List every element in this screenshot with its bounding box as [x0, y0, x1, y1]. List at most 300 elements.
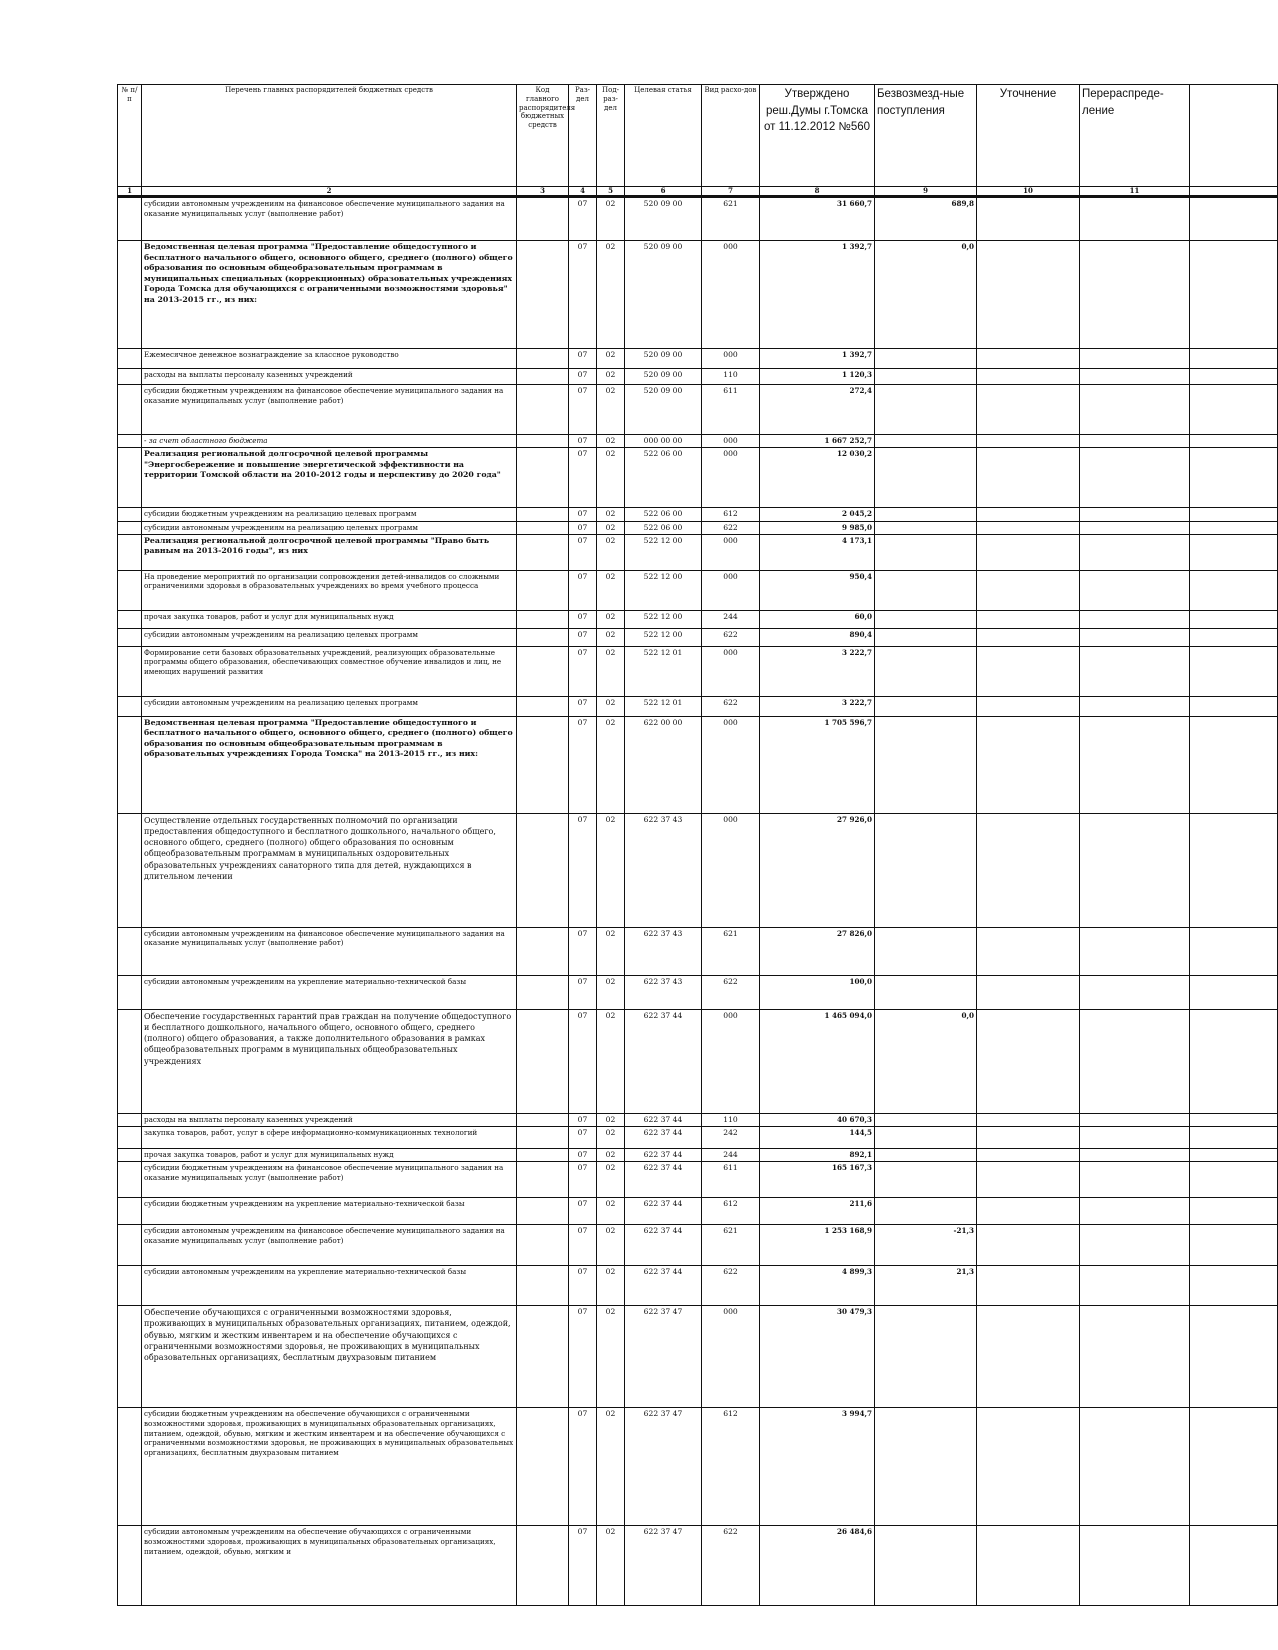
- row-extra-cell: [1190, 1162, 1278, 1198]
- column-number: 1: [118, 187, 142, 197]
- row-podrazdel-cell: 02: [597, 1266, 625, 1306]
- row-approved-cell: 60,0: [760, 610, 875, 628]
- row-vid-cell: 000: [702, 534, 760, 570]
- row-approved-cell: 3 994,7: [760, 1408, 875, 1526]
- row-podrazdel-cell: 02: [597, 1408, 625, 1526]
- row-razdel-cell: 07: [569, 1526, 597, 1606]
- row-podrazdel-cell: 02: [597, 927, 625, 975]
- row-number-cell: [118, 349, 142, 369]
- row-redistribution-cell: [1080, 927, 1190, 975]
- row-grants-cell: [875, 1162, 977, 1198]
- row-approved-cell: 9 985,0: [760, 521, 875, 534]
- row-vid-cell: 000: [702, 241, 760, 349]
- row-grants-cell: [875, 1526, 977, 1606]
- column-number: 9: [875, 187, 977, 197]
- row-clarification-cell: [977, 508, 1080, 521]
- row-name-cell: прочая закупка товаров, работ и услуг для муниципальных нужд: [142, 1149, 517, 1162]
- row-code-cell: [517, 369, 569, 385]
- row-razdel-cell: 07: [569, 349, 597, 369]
- table-row: [118, 975, 1278, 1009]
- row-vid-cell: 611: [702, 1162, 760, 1198]
- row-approved-cell: 950,4: [760, 570, 875, 610]
- row-number-cell: [118, 448, 142, 508]
- row-statya-cell: 520 09 00: [625, 369, 702, 385]
- budget-table: [117, 84, 1278, 1606]
- row-name-cell: субсидии автономным учреждениям на обеспечение обучающихся с ограниченными возможностями здоровья, проживающих в муниципальных образовательных организациях, питанием, одеждой, обувью, мягким и: [142, 1526, 517, 1606]
- row-redistribution-cell: [1080, 975, 1190, 1009]
- row-razdel-cell: 07: [569, 646, 597, 696]
- row-vid-cell: 000: [702, 349, 760, 369]
- row-name-cell: субсидии бюджетным учреждениям на обеспечение обучающихся с ограниченными возможностями здоровья, проживающих в муниципальных образовательных организациях, питанием, одеждой, обувью, мягким и жестким инвентарем и на обеспечение обучающихся с ограниченными возможностями здоровья, не проживающих в муниципальных образовательных организациях, бесплатным двухразовым питанием: [142, 1408, 517, 1526]
- row-extra-cell: [1190, 435, 1278, 448]
- row-vid-cell: 612: [702, 1408, 760, 1526]
- row-statya-cell: 622 37 44: [625, 1009, 702, 1113]
- row-clarification-cell: [977, 813, 1080, 927]
- table-row: [118, 646, 1278, 696]
- row-redistribution-cell: [1080, 1127, 1190, 1149]
- row-podrazdel-cell: 02: [597, 435, 625, 448]
- row-redistribution-cell: [1080, 534, 1190, 570]
- row-number-cell: [118, 1526, 142, 1606]
- row-statya-cell: 622 37 44: [625, 1198, 702, 1225]
- row-approved-cell: 26 484,6: [760, 1526, 875, 1606]
- row-number-cell: [118, 197, 142, 241]
- table-row: [118, 369, 1278, 385]
- row-extra-cell: [1190, 349, 1278, 369]
- row-extra-cell: [1190, 369, 1278, 385]
- row-podrazdel-cell: 02: [597, 1306, 625, 1408]
- header-num: № п/п: [118, 85, 142, 187]
- row-redistribution-cell: [1080, 1306, 1190, 1408]
- row-vid-cell: 000: [702, 448, 760, 508]
- row-razdel-cell: 07: [569, 1113, 597, 1126]
- row-grants-cell: [875, 570, 977, 610]
- row-name-cell: субсидии бюджетным учреждениям на укрепление материально-технической базы: [142, 1198, 517, 1225]
- row-podrazdel-cell: 02: [597, 628, 625, 646]
- table-row: [118, 385, 1278, 435]
- row-statya-cell: 622 37 44: [625, 1266, 702, 1306]
- row-statya-cell: 522 06 00: [625, 508, 702, 521]
- column-number: 4: [569, 187, 597, 197]
- row-code-cell: [517, 508, 569, 521]
- row-statya-cell: 520 09 00: [625, 349, 702, 369]
- row-vid-cell: 622: [702, 696, 760, 716]
- row-statya-cell: 622 37 44: [625, 1225, 702, 1266]
- row-razdel-cell: 07: [569, 716, 597, 813]
- row-approved-cell: 211,6: [760, 1198, 875, 1225]
- row-number-cell: [118, 813, 142, 927]
- row-code-cell: [517, 610, 569, 628]
- row-number-cell: [118, 385, 142, 435]
- row-number-cell: [118, 570, 142, 610]
- row-statya-cell: 622 37 44: [625, 1113, 702, 1126]
- row-name-cell: субсидии автономным учреждениям на финансовое обеспечение муниципального задания на оказание муниципальных услуг (выполнение работ): [142, 1225, 517, 1266]
- row-statya-cell: 000 00 00: [625, 435, 702, 448]
- header-podrazdel: Под-раз-дел: [597, 85, 625, 187]
- row-clarification-cell: [977, 349, 1080, 369]
- row-razdel-cell: 07: [569, 1149, 597, 1162]
- row-name-cell: субсидии автономным учреждениям на укрепление материально-технической базы: [142, 975, 517, 1009]
- row-extra-cell: [1190, 1009, 1278, 1113]
- row-approved-cell: 1 120,3: [760, 369, 875, 385]
- row-extra-cell: [1190, 197, 1278, 241]
- table-row: [118, 628, 1278, 646]
- row-extra-cell: [1190, 975, 1278, 1009]
- row-podrazdel-cell: 02: [597, 813, 625, 927]
- table-row: [118, 570, 1278, 610]
- row-code-cell: [517, 197, 569, 241]
- row-approved-cell: 31 660,7: [760, 197, 875, 241]
- row-clarification-cell: [977, 385, 1080, 435]
- row-name-cell: Обеспечение государственных гарантий прав граждан на получение общедоступного и бесплатного дошкольного, начального общего, основного общего, среднего (полного) общего образования, а также дополнительного образования в рамках общеобразовательных программ в муниципальных общеобразовательных учреждениях: [142, 1009, 517, 1113]
- table-row: [118, 1198, 1278, 1225]
- row-number-cell: [118, 975, 142, 1009]
- row-podrazdel-cell: 02: [597, 1162, 625, 1198]
- table-row: [118, 435, 1278, 448]
- row-approved-cell: 272,4: [760, 385, 875, 435]
- row-number-cell: [118, 610, 142, 628]
- row-razdel-cell: 07: [569, 369, 597, 385]
- row-clarification-cell: [977, 1306, 1080, 1408]
- row-razdel-cell: 07: [569, 1266, 597, 1306]
- row-grants-cell: [875, 628, 977, 646]
- row-clarification-cell: [977, 610, 1080, 628]
- row-vid-cell: 000: [702, 813, 760, 927]
- row-grants-cell: [875, 1127, 977, 1149]
- table-row: [118, 927, 1278, 975]
- column-number: 8: [760, 187, 875, 197]
- row-razdel-cell: 07: [569, 1306, 597, 1408]
- row-name-cell: Ведомственная целевая программа "Предоставление общедоступного и бесплатного начального общего, основного общего, среднего (полного) общего образования по основным общеобразовательным программам в муниципальных специальных (коррекционных) образовательных учреждениях Города Томска для обучающихся с ограниченными возможностями здоровья" на 2013-2015 гг., из них:: [142, 241, 517, 349]
- row-clarification-cell: [977, 628, 1080, 646]
- row-razdel-cell: 07: [569, 696, 597, 716]
- row-name-cell: расходы на выплаты персоналу казенных учреждений: [142, 1113, 517, 1126]
- row-razdel-cell: 07: [569, 610, 597, 628]
- header-grants: Безвозмезд-ные поступления: [875, 85, 977, 187]
- row-extra-cell: [1190, 610, 1278, 628]
- row-extra-cell: [1190, 927, 1278, 975]
- row-podrazdel-cell: 02: [597, 646, 625, 696]
- row-extra-cell: [1190, 1149, 1278, 1162]
- table-row: [118, 534, 1278, 570]
- row-vid-cell: 244: [702, 610, 760, 628]
- row-extra-cell: [1190, 448, 1278, 508]
- row-clarification-cell: [977, 1266, 1080, 1306]
- row-statya-cell: 622 37 43: [625, 975, 702, 1009]
- row-vid-cell: 612: [702, 1198, 760, 1225]
- row-approved-cell: 30 479,3: [760, 1306, 875, 1408]
- row-redistribution-cell: [1080, 1162, 1190, 1198]
- column-number: 3: [517, 187, 569, 197]
- row-code-cell: [517, 716, 569, 813]
- row-podrazdel-cell: 02: [597, 1198, 625, 1225]
- header-vid: Вид расхо-дов: [702, 85, 760, 187]
- row-podrazdel-cell: 02: [597, 521, 625, 534]
- row-clarification-cell: [977, 1127, 1080, 1149]
- row-number-cell: [118, 1408, 142, 1526]
- row-code-cell: [517, 927, 569, 975]
- row-redistribution-cell: [1080, 1266, 1190, 1306]
- row-number-cell: [118, 1009, 142, 1113]
- table-row: [118, 1266, 1278, 1306]
- column-number-extra: [1190, 187, 1278, 197]
- row-redistribution-cell: [1080, 349, 1190, 369]
- row-statya-cell: 522 12 01: [625, 646, 702, 696]
- row-statya-cell: 622 37 43: [625, 813, 702, 927]
- row-code-cell: [517, 521, 569, 534]
- row-redistribution-cell: [1080, 435, 1190, 448]
- row-clarification-cell: [977, 1162, 1080, 1198]
- row-razdel-cell: 07: [569, 1408, 597, 1526]
- header-code: Код главного распорядителя бюджетных средств: [517, 85, 569, 187]
- row-clarification-cell: [977, 534, 1080, 570]
- row-vid-cell: 622: [702, 975, 760, 1009]
- row-podrazdel-cell: 02: [597, 385, 625, 435]
- row-name-cell: Осуществление отдельных государственных полномочий по организации предоставления общедоступного и бесплатного дошкольного, начального общего, основного общего, среднего (полного) общего образования по основным общеобразовательным программам в муниципальных оздоровительных образовательных учреждениях санаторного типа для детей, нуждающихся в длительном лечении: [142, 813, 517, 927]
- row-code-cell: [517, 813, 569, 927]
- row-code-cell: [517, 241, 569, 349]
- row-statya-cell: 622 37 47: [625, 1526, 702, 1606]
- row-grants-cell: [875, 813, 977, 927]
- row-statya-cell: 522 12 00: [625, 570, 702, 610]
- row-name-cell: субсидии бюджетным учреждениям на финансовое обеспечение муниципального задания на оказание муниципальных услуг (выполнение работ): [142, 385, 517, 435]
- row-extra-cell: [1190, 534, 1278, 570]
- row-razdel-cell: 07: [569, 570, 597, 610]
- row-clarification-cell: [977, 448, 1080, 508]
- row-name-cell: Ежемесячное денежное вознаграждение за классное руководство: [142, 349, 517, 369]
- row-extra-cell: [1190, 1113, 1278, 1126]
- row-code-cell: [517, 646, 569, 696]
- row-vid-cell: 611: [702, 385, 760, 435]
- row-vid-cell: 000: [702, 716, 760, 813]
- row-number-cell: [118, 696, 142, 716]
- row-redistribution-cell: [1080, 570, 1190, 610]
- column-number: 11: [1080, 187, 1190, 197]
- row-name-cell: субсидии автономным учреждениям на реализацию целевых программ: [142, 521, 517, 534]
- row-statya-cell: 520 09 00: [625, 197, 702, 241]
- row-grants-cell: [875, 696, 977, 716]
- row-redistribution-cell: [1080, 716, 1190, 813]
- row-grants-cell: [875, 385, 977, 435]
- row-vid-cell: 622: [702, 628, 760, 646]
- row-vid-cell: 612: [702, 508, 760, 521]
- row-approved-cell: 1 667 252,7: [760, 435, 875, 448]
- row-statya-cell: 522 12 01: [625, 696, 702, 716]
- row-redistribution-cell: [1080, 1198, 1190, 1225]
- row-vid-cell: 244: [702, 1149, 760, 1162]
- row-approved-cell: 144,5: [760, 1127, 875, 1149]
- row-approved-cell: 27 926,0: [760, 813, 875, 927]
- row-vid-cell: 000: [702, 1306, 760, 1408]
- row-vid-cell: 622: [702, 521, 760, 534]
- table-row: [118, 1113, 1278, 1126]
- row-code-cell: [517, 1198, 569, 1225]
- row-extra-cell: [1190, 696, 1278, 716]
- row-vid-cell: 110: [702, 1113, 760, 1126]
- row-redistribution-cell: [1080, 1113, 1190, 1126]
- row-statya-cell: 622 37 44: [625, 1162, 702, 1198]
- row-clarification-cell: [977, 197, 1080, 241]
- header-row: [118, 85, 1278, 187]
- row-vid-cell: 622: [702, 1526, 760, 1606]
- column-number: 2: [142, 187, 517, 197]
- row-vid-cell: 621: [702, 927, 760, 975]
- row-code-cell: [517, 1225, 569, 1266]
- row-redistribution-cell: [1080, 241, 1190, 349]
- row-extra-cell: [1190, 1198, 1278, 1225]
- table-row: [118, 448, 1278, 508]
- row-podrazdel-cell: 02: [597, 369, 625, 385]
- row-podrazdel-cell: 02: [597, 975, 625, 1009]
- row-razdel-cell: 07: [569, 975, 597, 1009]
- row-clarification-cell: [977, 1149, 1080, 1162]
- row-extra-cell: [1190, 508, 1278, 521]
- row-clarification-cell: [977, 435, 1080, 448]
- row-grants-cell: [875, 646, 977, 696]
- row-grants-cell: 0,0: [875, 1009, 977, 1113]
- row-name-cell: субсидии бюджетным учреждениям на реализацию целевых программ: [142, 508, 517, 521]
- row-statya-cell: 520 09 00: [625, 241, 702, 349]
- row-number-cell: [118, 508, 142, 521]
- row-podrazdel-cell: 02: [597, 448, 625, 508]
- row-approved-cell: 165 167,3: [760, 1162, 875, 1198]
- row-podrazdel-cell: 02: [597, 241, 625, 349]
- row-podrazdel-cell: 02: [597, 570, 625, 610]
- row-number-cell: [118, 628, 142, 646]
- row-approved-cell: 12 030,2: [760, 448, 875, 508]
- row-clarification-cell: [977, 241, 1080, 349]
- row-podrazdel-cell: 02: [597, 610, 625, 628]
- row-razdel-cell: 07: [569, 927, 597, 975]
- row-extra-cell: [1190, 385, 1278, 435]
- row-name-cell: субсидии бюджетным учреждениям на финансовое обеспечение муниципального задания на оказание муниципальных услуг (выполнение работ): [142, 1162, 517, 1198]
- row-statya-cell: 522 12 00: [625, 628, 702, 646]
- row-name-cell: - за счет областного бюджета: [142, 435, 517, 448]
- row-statya-cell: 522 12 00: [625, 610, 702, 628]
- table-row: [118, 1009, 1278, 1113]
- row-razdel-cell: 07: [569, 508, 597, 521]
- row-podrazdel-cell: 02: [597, 1127, 625, 1149]
- row-code-cell: [517, 628, 569, 646]
- row-statya-cell: 522 06 00: [625, 448, 702, 508]
- row-statya-cell: 622 37 44: [625, 1127, 702, 1149]
- row-name-cell: Реализация региональной долгосрочной целевой программы "Право быть равным на 2013-2016 годы", из них: [142, 534, 517, 570]
- row-statya-cell: 622 37 47: [625, 1306, 702, 1408]
- row-grants-cell: [875, 534, 977, 570]
- table-row: [118, 1127, 1278, 1149]
- table-row: [118, 197, 1278, 241]
- row-extra-cell: [1190, 1306, 1278, 1408]
- row-razdel-cell: 07: [569, 448, 597, 508]
- row-grants-cell: [875, 508, 977, 521]
- row-code-cell: [517, 1162, 569, 1198]
- row-name-cell: Обеспечение обучающихся с ограниченными возможностями здоровья, проживающих в муниципальных образовательных организациях, питанием, одеждой, обувью, мягким и жестким инвентарем и на обеспечение обучающихся с ограниченными возможностями здоровья, не проживающих в муниципальных образовательных организациях, бесплатным двухразовым питанием: [142, 1306, 517, 1408]
- row-grants-cell: [875, 521, 977, 534]
- row-approved-cell: 1 253 168,9: [760, 1225, 875, 1266]
- row-statya-cell: 622 00 00: [625, 716, 702, 813]
- row-extra-cell: [1190, 521, 1278, 534]
- row-redistribution-cell: [1080, 448, 1190, 508]
- row-code-cell: [517, 1266, 569, 1306]
- row-grants-cell: 689,8: [875, 197, 977, 241]
- row-clarification-cell: [977, 369, 1080, 385]
- row-name-cell: субсидии автономным учреждениям на финансовое обеспечение муниципального задания на оказание муниципальных услуг (выполнение работ): [142, 197, 517, 241]
- row-statya-cell: 622 37 47: [625, 1408, 702, 1526]
- row-podrazdel-cell: 02: [597, 349, 625, 369]
- row-clarification-cell: [977, 1113, 1080, 1126]
- row-extra-cell: [1190, 646, 1278, 696]
- table-row: [118, 1225, 1278, 1266]
- row-redistribution-cell: [1080, 1225, 1190, 1266]
- table-row: [118, 241, 1278, 349]
- row-podrazdel-cell: 02: [597, 1009, 625, 1113]
- row-grants-cell: -21,3: [875, 1225, 977, 1266]
- row-redistribution-cell: [1080, 1009, 1190, 1113]
- row-podrazdel-cell: 02: [597, 716, 625, 813]
- row-approved-cell: 2 045,2: [760, 508, 875, 521]
- table-row: [118, 1306, 1278, 1408]
- header-recipients: Перечень главных распорядителей бюджетных средств: [142, 85, 517, 187]
- row-code-cell: [517, 1127, 569, 1149]
- row-name-cell: прочая закупка товаров, работ и услуг для муниципальных нужд: [142, 610, 517, 628]
- row-grants-cell: [875, 610, 977, 628]
- row-approved-cell: 892,1: [760, 1149, 875, 1162]
- row-name-cell: субсидии автономным учреждениям на финансовое обеспечение муниципального задания на оказание муниципальных услуг (выполнение работ): [142, 927, 517, 975]
- row-vid-cell: 621: [702, 197, 760, 241]
- row-number-cell: [118, 1306, 142, 1408]
- row-number-cell: [118, 1162, 142, 1198]
- row-vid-cell: 110: [702, 369, 760, 385]
- row-grants-cell: [875, 1149, 977, 1162]
- row-redistribution-cell: [1080, 369, 1190, 385]
- row-code-cell: [517, 534, 569, 570]
- row-clarification-cell: [977, 696, 1080, 716]
- row-razdel-cell: 07: [569, 1225, 597, 1266]
- table-row: [118, 813, 1278, 927]
- table-row: [118, 1162, 1278, 1198]
- row-podrazdel-cell: 02: [597, 197, 625, 241]
- row-code-cell: [517, 1009, 569, 1113]
- table-row: [118, 508, 1278, 521]
- row-clarification-cell: [977, 570, 1080, 610]
- row-number-cell: [118, 1266, 142, 1306]
- row-approved-cell: 100,0: [760, 975, 875, 1009]
- row-redistribution-cell: [1080, 197, 1190, 241]
- row-razdel-cell: 07: [569, 1009, 597, 1113]
- row-name-cell: субсидии автономным учреждениям на реализацию целевых программ: [142, 696, 517, 716]
- row-code-cell: [517, 1149, 569, 1162]
- row-code-cell: [517, 435, 569, 448]
- row-razdel-cell: 07: [569, 1198, 597, 1225]
- row-redistribution-cell: [1080, 628, 1190, 646]
- row-razdel-cell: 07: [569, 1127, 597, 1149]
- header-clarification: Уточнение: [977, 85, 1080, 187]
- row-name-cell: расходы на выплаты персоналу казенных учреждений: [142, 369, 517, 385]
- row-approved-cell: 4 173,1: [760, 534, 875, 570]
- column-number: 10: [977, 187, 1080, 197]
- row-code-cell: [517, 448, 569, 508]
- row-redistribution-cell: [1080, 696, 1190, 716]
- row-number-cell: [118, 1127, 142, 1149]
- row-razdel-cell: 07: [569, 385, 597, 435]
- row-statya-cell: 622 37 44: [625, 1149, 702, 1162]
- row-number-cell: [118, 534, 142, 570]
- column-numbers-row: [118, 187, 1278, 197]
- row-approved-cell: 890,4: [760, 628, 875, 646]
- row-redistribution-cell: [1080, 1526, 1190, 1606]
- header-razdel: Раз-дел: [569, 85, 597, 187]
- row-clarification-cell: [977, 1198, 1080, 1225]
